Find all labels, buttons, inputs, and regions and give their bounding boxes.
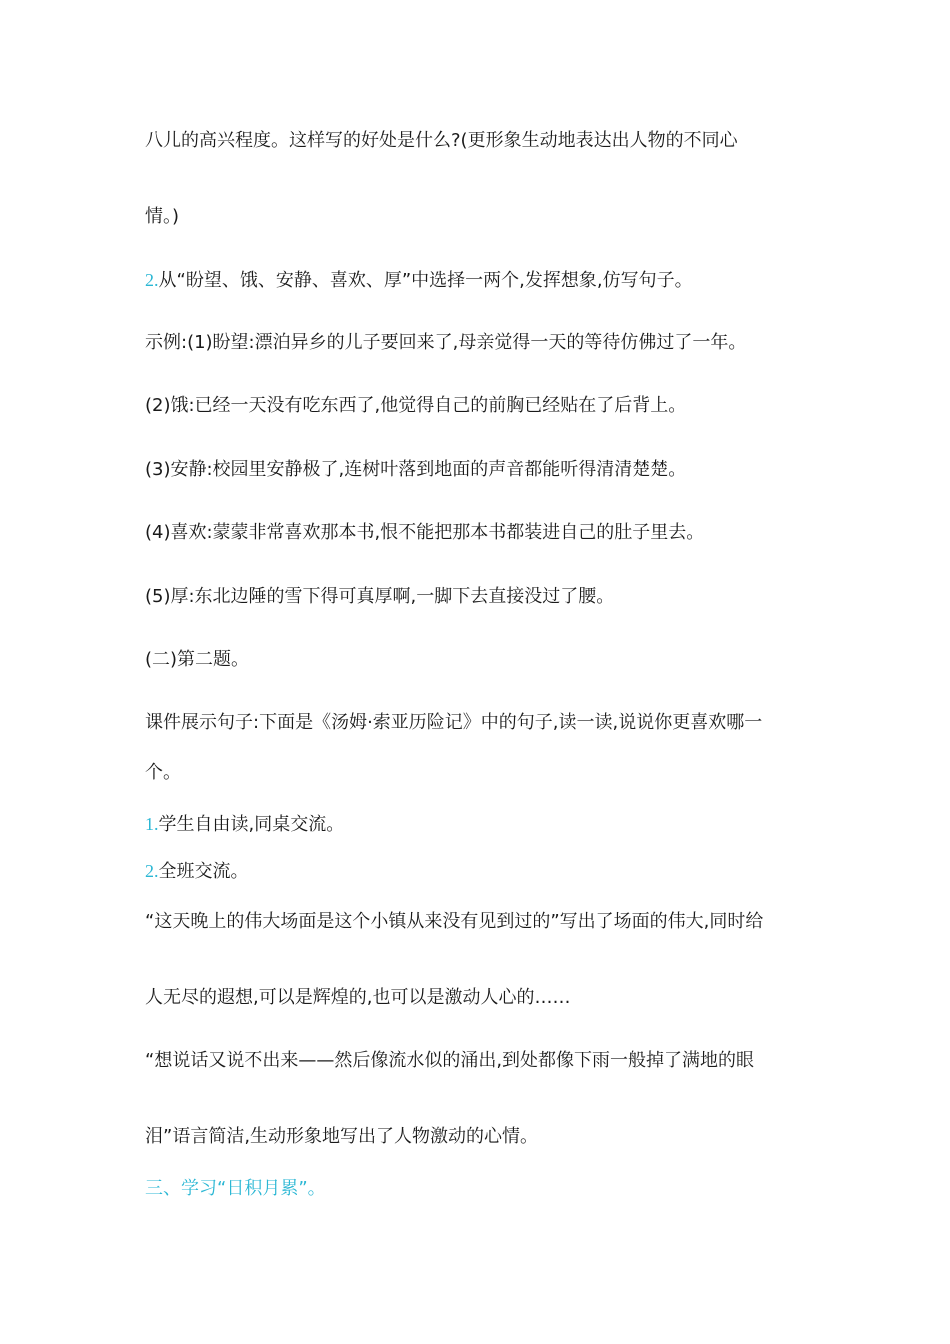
paragraph-line: (4)喜欢:蒙蒙非常喜欢那本书,恨不能把那本书都装进自己的肚子里去。	[145, 522, 705, 543]
list-number: 2.	[145, 270, 159, 290]
paragraph-line: 个。	[145, 762, 181, 783]
paragraph-line: (3)安静:校园里安静极了,连树叶落到地面的声音都能听得清清楚楚。	[145, 459, 687, 480]
paragraph-line: 课件展示句子:下面是《汤姆·索亚历险记》中的句子,读一读,说说你更喜欢哪一	[145, 712, 763, 733]
paragraph-line: “想说话又说不出来——然后像流水似的涌出,到处都像下雨一般掉了满地的眼	[145, 1050, 755, 1071]
list-item: 2.全班交流。	[145, 861, 249, 882]
list-number: 1.	[145, 814, 159, 834]
section-label: (二)第二题。	[145, 649, 250, 670]
paragraph-line: “这天晚上的伟大场面是这个小镇从来没有见到过的”写出了场面的伟大,同时给	[145, 911, 764, 932]
paragraph-line: 示例:(1)盼望:漂泊异乡的儿子要回来了,母亲觉得一天的等待仿佛过了一年。	[145, 332, 747, 353]
paragraph-line: 情。)	[145, 206, 180, 227]
paragraph-line: 八儿的高兴程度。这样写的好处是什么?(更形象生动地表达出人物的不同心	[145, 130, 738, 151]
paragraph-line: 人无尽的遐想,可以是辉煌的,也可以是激动人心的……	[145, 987, 571, 1008]
list-number: 2.	[145, 861, 159, 881]
paragraph-line: (5)厚:东北边陲的雪下得可真厚啊,一脚下去直接没过了腰。	[145, 586, 615, 607]
paragraph-line: 泪”语言简洁,生动形象地写出了人物激动的心情。	[145, 1126, 539, 1147]
list-item: 1.学生自由读,同桌交流。	[145, 814, 345, 835]
paragraph-line: (2)饿:已经一天没有吃东西了,他觉得自己的前胸已经贴在了后背上。	[145, 395, 687, 416]
list-item: 2.从“盼望、饿、安静、喜欢、厚”中选择一两个,发挥想象,仿写句子。	[145, 270, 693, 291]
section-heading: 三、学习“日积月累”。	[145, 1178, 326, 1199]
